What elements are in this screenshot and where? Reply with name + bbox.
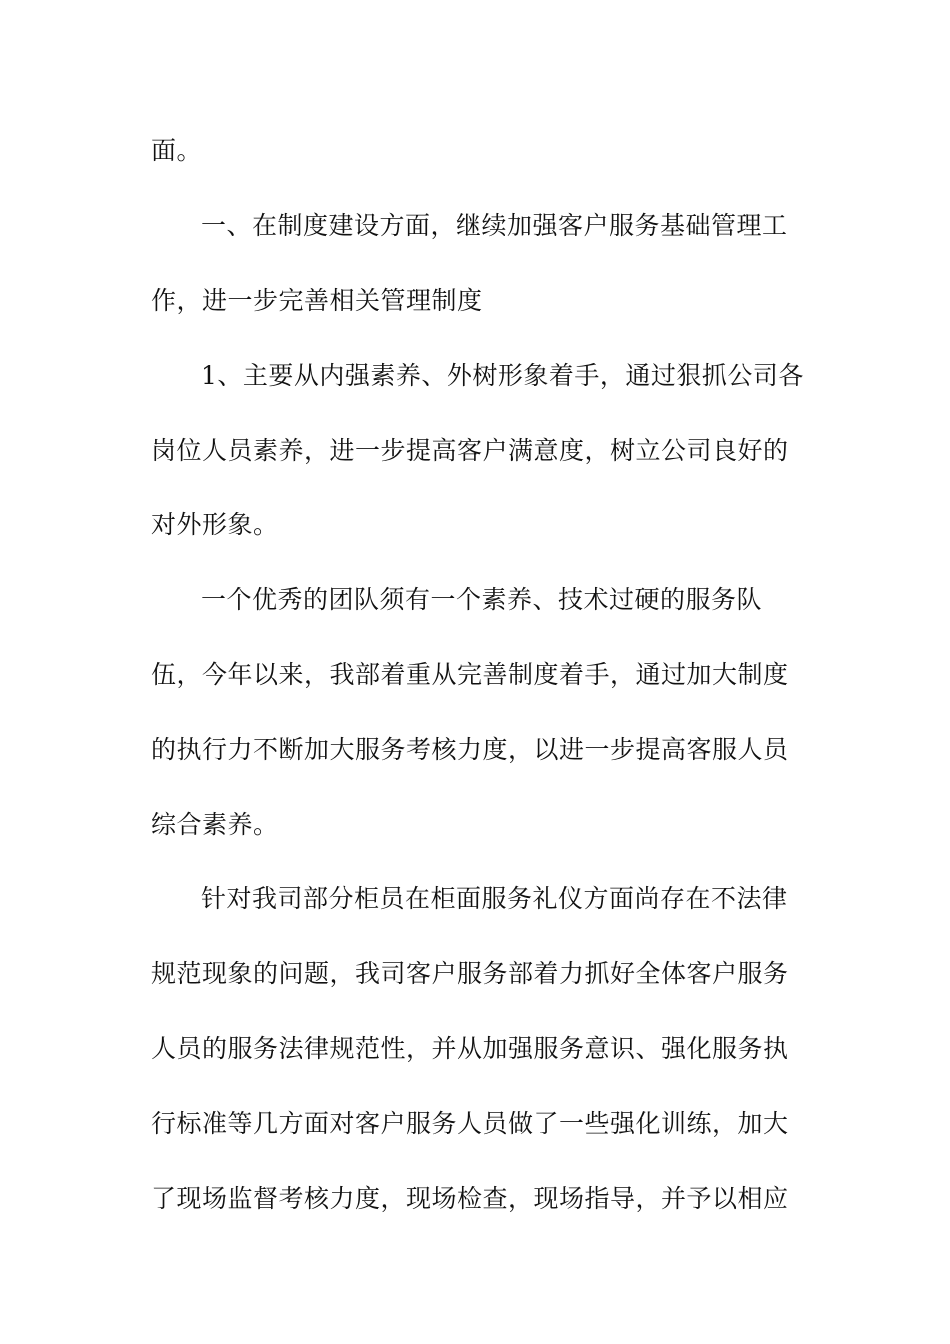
paragraph-line: 1、主要从内强素养、外树形象着手，通过狠抓公司各: [201, 361, 804, 390]
paragraph-line: 岗位人员素养，进一步提高客户满意度，树立公司良好的: [151, 436, 789, 465]
paragraph-line: 了现场监督考核力度，现场检查，现场指导，并予以相应: [151, 1184, 789, 1213]
text-line: 面。: [151, 136, 203, 165]
section-heading-line: 一、在制度建设方面，继续加强客户服务基础管理工: [201, 211, 788, 240]
section-heading-line: 作，进一步完善相关管理制度: [151, 286, 483, 315]
paragraph-line: 综合素养。: [151, 810, 279, 839]
paragraph-line: 伍，今年以来，我部着重从完善制度着手，通过加大制度: [151, 660, 789, 689]
paragraph-line: 人员的服务法律规范性，并从加强服务意识、强化服务执: [151, 1034, 789, 1063]
paragraph-line: 针对我司部分柜员在柜面服务礼仪方面尚存在不法律: [201, 884, 788, 913]
paragraph-line: 规范现象的问题，我司客户服务部着力抓好全体客户服务: [151, 959, 789, 988]
paragraph-line: 行标准等几方面对客户服务人员做了一些强化训练，加大: [151, 1109, 789, 1138]
paragraph-line: 一个优秀的团队须有一个素养、技术过硬的服务队: [201, 585, 763, 614]
paragraph-line: 对外形象。: [151, 510, 279, 539]
paragraph-line: 的执行力不断加大服务考核力度，以进一步提高客服人员: [151, 735, 789, 764]
